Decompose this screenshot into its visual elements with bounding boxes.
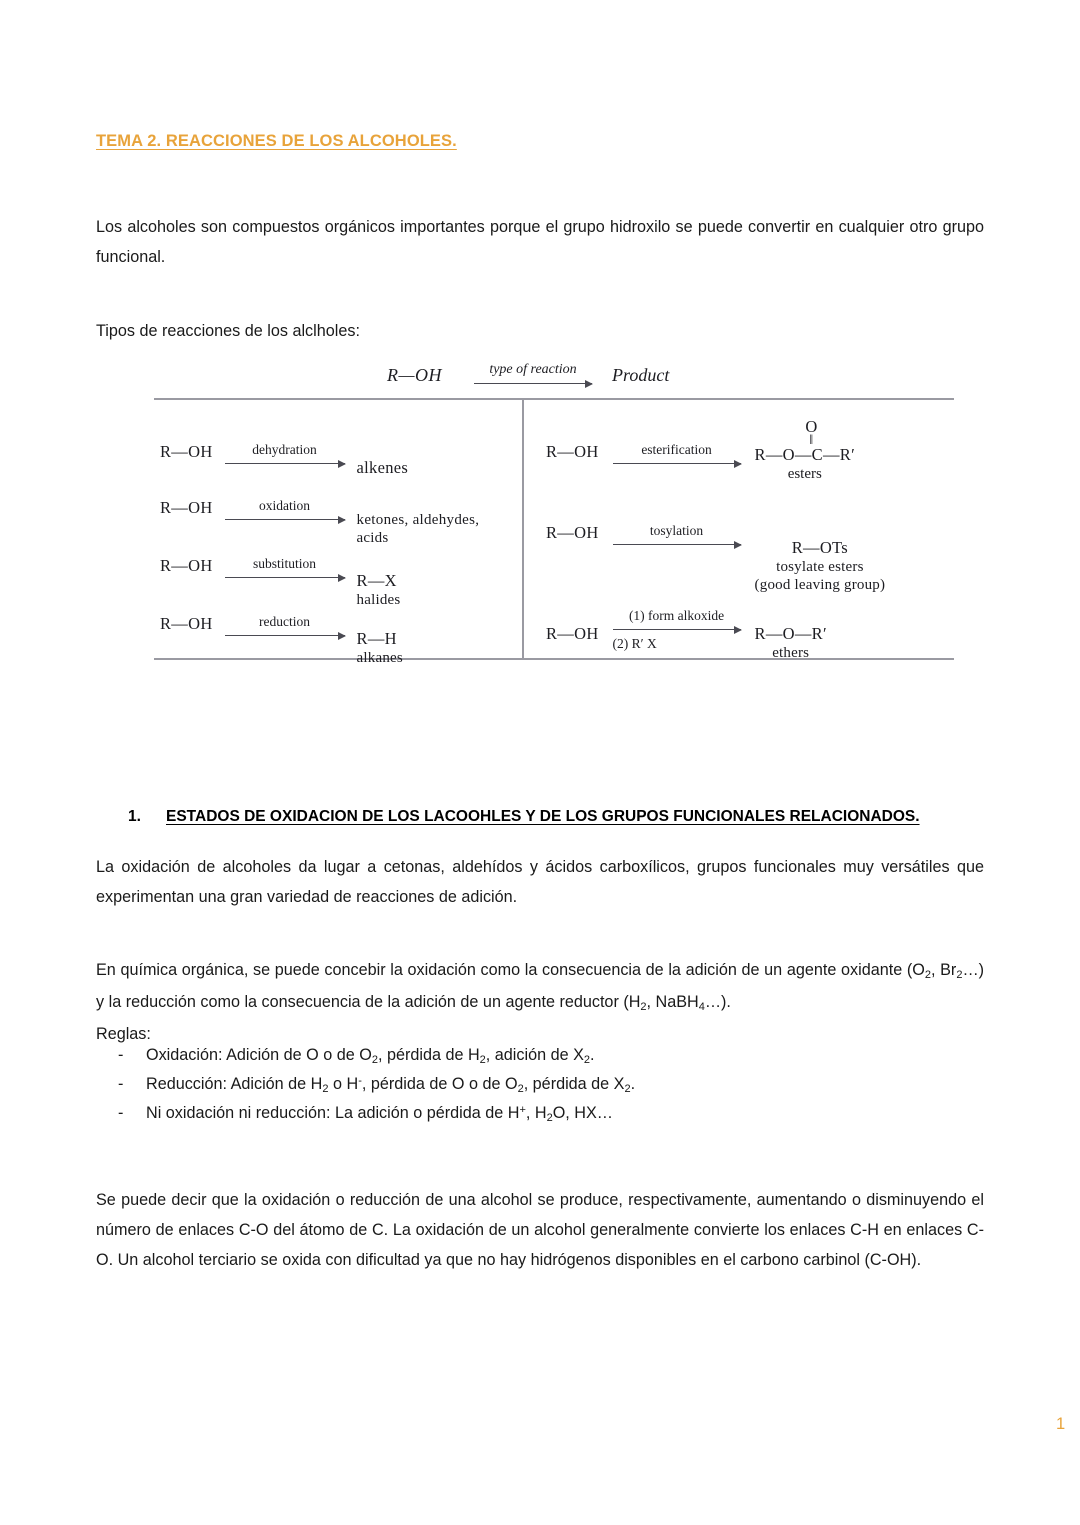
reaction-arrow (225, 442, 345, 469)
quimica-part-4: , NaBH (646, 993, 699, 1011)
reaction-row-tosylation (546, 523, 885, 594)
reaction-product (357, 512, 480, 547)
ester-structure (755, 418, 855, 482)
reaction-product (755, 624, 827, 662)
subscript-2a: 2 (924, 969, 931, 982)
reaction-row-dehydration (160, 442, 408, 478)
reaction-label: tosylation (649, 523, 704, 538)
reaction-label: oxidation (259, 498, 311, 513)
reaction-product (755, 538, 886, 594)
quimica-reglas-label: Reglas: (96, 1025, 151, 1043)
reaction-label-below: (2) R′ X (612, 636, 657, 651)
reaction-arrow (613, 523, 741, 550)
reaction-reagent: R—OH (160, 442, 213, 461)
paragraph-oxidacion: La oxidación de alcoholes da lugar a cetonas, aldehídos y ácidos carboxílicos, grupos funcionales muy versátiles que experimentan una gran variedad de reacciones de adición. (96, 858, 984, 906)
list-item (96, 1100, 984, 1129)
page-number: 1 (1056, 1415, 1066, 1433)
reaction-product-sub-2: (good leaving group) (754, 577, 886, 593)
page-title: TEMA 2. REACCIONES DE LOS ALCOHOLES. (96, 132, 457, 150)
figure-header-arrow-label: type of reaction (489, 362, 577, 377)
ester-chain: R—O—C—R′ (754, 445, 855, 464)
paragraph-tipos: Tipos de reacciones de los alclholes: (96, 322, 360, 340)
reaction-reagent: R—OH (546, 442, 599, 461)
reaction-product-sub: alkanes (356, 650, 403, 666)
arrow-icon (225, 515, 345, 525)
reaction-reagent: R—OH (160, 498, 213, 517)
reaction-product-sub: tosylate esters (776, 559, 864, 575)
rules-list (96, 1042, 984, 1129)
list-item (96, 1071, 984, 1100)
arrow-icon (613, 540, 741, 550)
quimica-part-1: En química orgánica, se puede concebir la oxidación como la consecuencia de la adición de un agente oxidante (O (96, 961, 925, 979)
reaction-arrow (613, 608, 741, 652)
ester-carbonyl-oxygen: O (805, 417, 818, 436)
reaction-product-sub: halides (356, 592, 401, 608)
arrow-icon (613, 459, 741, 469)
list-bullet: - (118, 1075, 124, 1093)
reaction-types-figure (154, 360, 954, 666)
reaction-row-ether (546, 608, 827, 662)
reaction-label: dehydration (252, 442, 317, 457)
reaction-reagent: R—OH (160, 556, 213, 575)
section-heading-text: ESTADOS DE OXIDACION DE LOS LACOOHLES Y DE LOS GRUPOS FUNCIONALES RELACIONADOS. (166, 808, 920, 825)
figure-right-column (524, 398, 954, 661)
figure-left-column (154, 398, 522, 666)
reaction-product-main: ketones, aldehydes, (356, 512, 480, 528)
reaction-product-sub: acids (356, 530, 389, 546)
reaction-product (357, 458, 409, 478)
reaction-row-substitution (160, 556, 400, 609)
double-bond-icon: ‖ (809, 433, 814, 448)
reaction-label: substitution (253, 556, 317, 571)
paragraph-final: Se puede decir que la oxidación o reducción de una alcohol se produce, respectivamente, aumentando o disminuyendo el número de enlaces C-O del átomo de C. La oxidación de un alcohol generalmente convierte los enlaces C-H en enlaces C-O. Un alcohol terciario se oxida con dificultad ya que no hay hidrógenos disponibles en el carbono carbinol (C-OH). (96, 1191, 984, 1269)
arrow-icon (474, 379, 592, 389)
figure-header-reagent: R—OH (387, 365, 442, 385)
reaction-product-main: R—H (356, 629, 397, 648)
quimica-part-2: , Br (930, 961, 957, 979)
reaction-product-main: R—OTs (791, 538, 848, 557)
arrow-icon (613, 625, 741, 635)
reaction-row-oxidation (160, 498, 479, 547)
reaction-reagent: R—OH (546, 523, 599, 542)
paragraph-intro: Los alcoholes son compuestos orgánicos importantes porque el grupo hidroxilo se puede convertir en cualquier otro grupo funcional. (96, 218, 984, 266)
reaction-label: esterification (641, 442, 712, 457)
figure-header (154, 360, 954, 396)
reaction-arrow (225, 614, 345, 641)
quimica-part-5: …). (704, 993, 731, 1011)
reaction-arrow (225, 498, 345, 525)
rule-text-reduccion: Reducción: Adición de $H_2$ o H-, pérdida de O o de $O_2$, pérdida de $X_2$. (146, 1075, 636, 1096)
reaction-product (357, 571, 401, 609)
reaction-product (357, 629, 403, 667)
reaction-product-sub: ethers (772, 645, 810, 661)
section-number: 1. (128, 808, 141, 825)
arrow-icon (225, 459, 345, 469)
list-bullet: - (118, 1104, 124, 1122)
reaction-product-main: R—X (356, 571, 397, 590)
reaction-product-sub: esters (787, 466, 822, 482)
paragraph-quimica (96, 955, 984, 1049)
rule-text-oxidacion: Oxidación: Adición de O o de $O_2$, pérdida de $H_2$, adición de $X_2$. (146, 1046, 595, 1067)
rule-text-neutra: Ni oxidación ni reducción: La adición o pérdida de H+, $H_2O$, HX… (146, 1104, 613, 1125)
arrow-icon (225, 631, 345, 641)
reaction-row-esterification (546, 417, 855, 482)
subscript-4: 4 (698, 1001, 705, 1014)
reaction-row-reduction (160, 614, 403, 667)
figure-header-arrow (474, 362, 592, 389)
reaction-product-main: R—O—R′ (754, 624, 827, 643)
reaction-reagent: R—OH (546, 624, 599, 643)
reaction-label: (1) form alkoxide (628, 608, 725, 623)
reaction-arrow (613, 442, 741, 469)
reaction-product-main: alkenes (356, 458, 409, 477)
reaction-reagent: R—OH (160, 614, 213, 633)
quimica-part-3: …) y la reducción como la consecuencia de la adición de un agente reductor (H (96, 961, 985, 1011)
list-item (96, 1042, 984, 1071)
figure-header-product: Product (612, 365, 670, 385)
reaction-label: reduction (259, 614, 311, 629)
section-heading-1 (96, 808, 984, 826)
subscript-2c: 2 (640, 1001, 647, 1014)
list-bullet: - (118, 1046, 124, 1064)
arrow-icon (225, 573, 345, 583)
reaction-arrow (225, 556, 345, 583)
subscript-2b: 2 (956, 969, 963, 982)
